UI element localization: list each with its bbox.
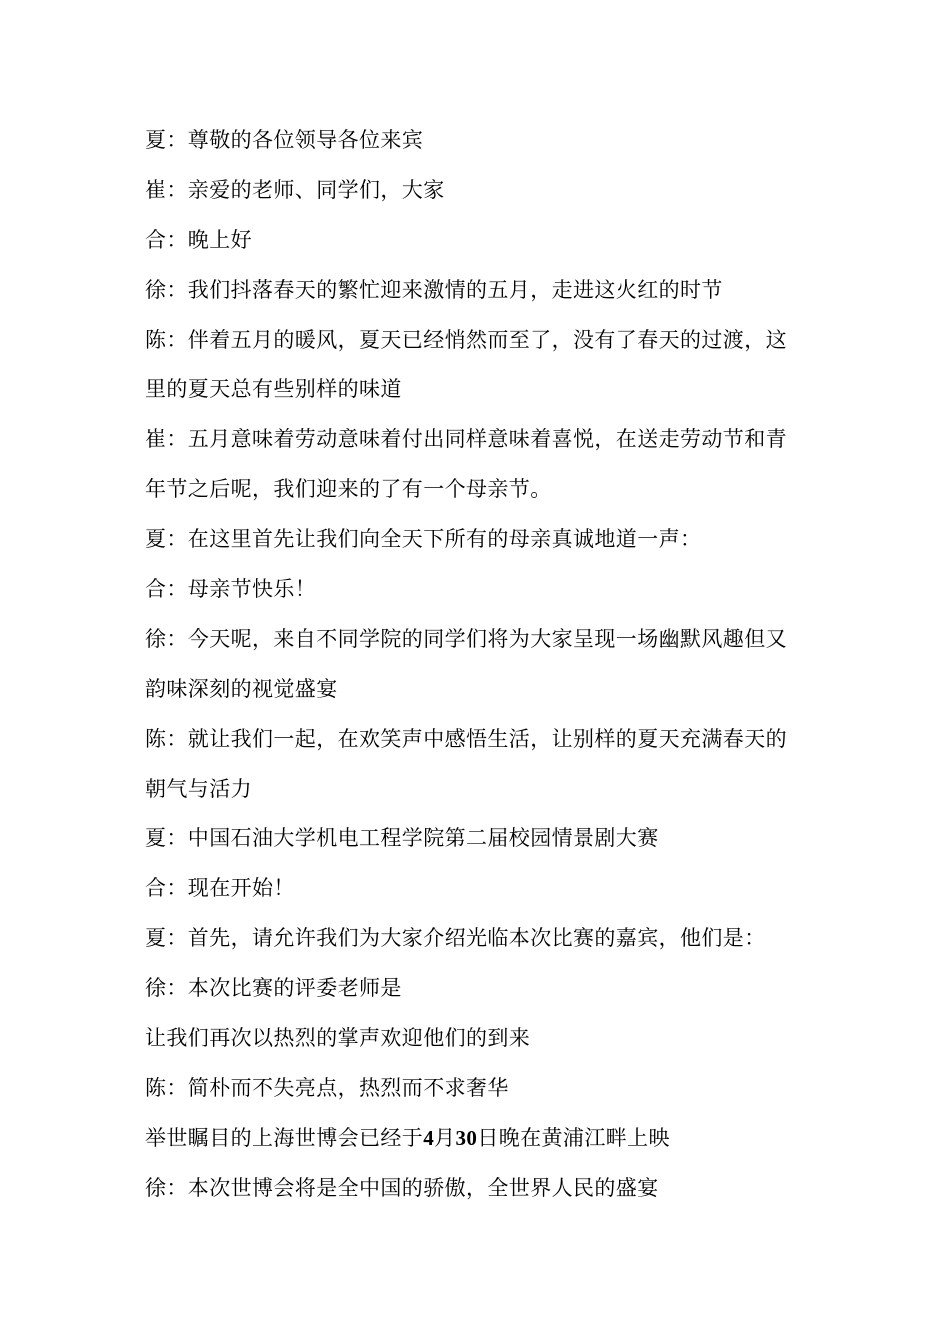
text-line: 里的夏天总有些别样的味道 [145,377,402,402]
text-line: 徐：我们抖落春天的繁忙迎来激情的五月，走进这火红的时节 [145,277,723,302]
expo-text-part: 举世瞩目的上海世博会已经于 [145,1125,424,1150]
text-line: 年节之后呢，我们迎来的了有一个母亲节。 [145,477,552,502]
text-line: 徐：今天呢，来自不同学院的同学们将为大家呈现一场幽默风趣但又 [145,626,787,651]
text-line: 夏：在这里首先让我们向全天下所有的母亲真诚地道一声： [145,527,702,552]
text-line: 合：晚上好 [145,227,252,252]
text-line: 合：现在开始！ [145,876,295,901]
text-line: 让我们再次以热烈的掌声欢迎他们的到来 [145,1026,531,1051]
text-line: 陈：简朴而不失亮点，热烈而不求奢华 [145,1075,509,1100]
expo-text-part: 日晚在黄浦江畔上映 [477,1125,670,1150]
text-line: 陈：就让我们一起，在欢笑声中感悟生活，让别样的夏天充满春天的 [145,726,787,751]
text-line: 合：母亲节快乐！ [145,577,317,602]
text-line: 夏：尊敬的各位领导各位来宾 [145,128,424,152]
text-line: 陈：伴着五月的暖风，夏天已经悄然而至了，没有了春天的过渡，这 [145,327,787,352]
text-line: 崔：亲爱的老师、同学们，大家 [145,177,445,202]
text-line: 徐：本次世博会将是全中国的骄傲，全世界人民的盛宴 [145,1175,659,1200]
text-line: 徐：本次比赛的评委老师是 [145,976,402,1001]
expo-day-number: 30 [455,1125,478,1150]
text-line: 韵味深刻的视觉盛宴 [145,676,338,701]
document-body [145,116,810,1214]
expo-text-line [145,1114,810,1164]
text-line: 夏：首先，请允许我们为大家介绍光临本次比赛的嘉宾，他们是： [145,926,766,951]
text-line: 崔：五月意味着劳动意味着付出同样意味着喜悦，在送走劳动节和青 [145,427,787,452]
expo-text-part: 月 [434,1125,456,1150]
text-line: 夏：中国石油大学机电工程学院第二届校园情景剧大赛 [145,826,659,851]
text-line: 朝气与活力 [145,776,252,801]
expo-month-number: 4 [423,1125,435,1150]
